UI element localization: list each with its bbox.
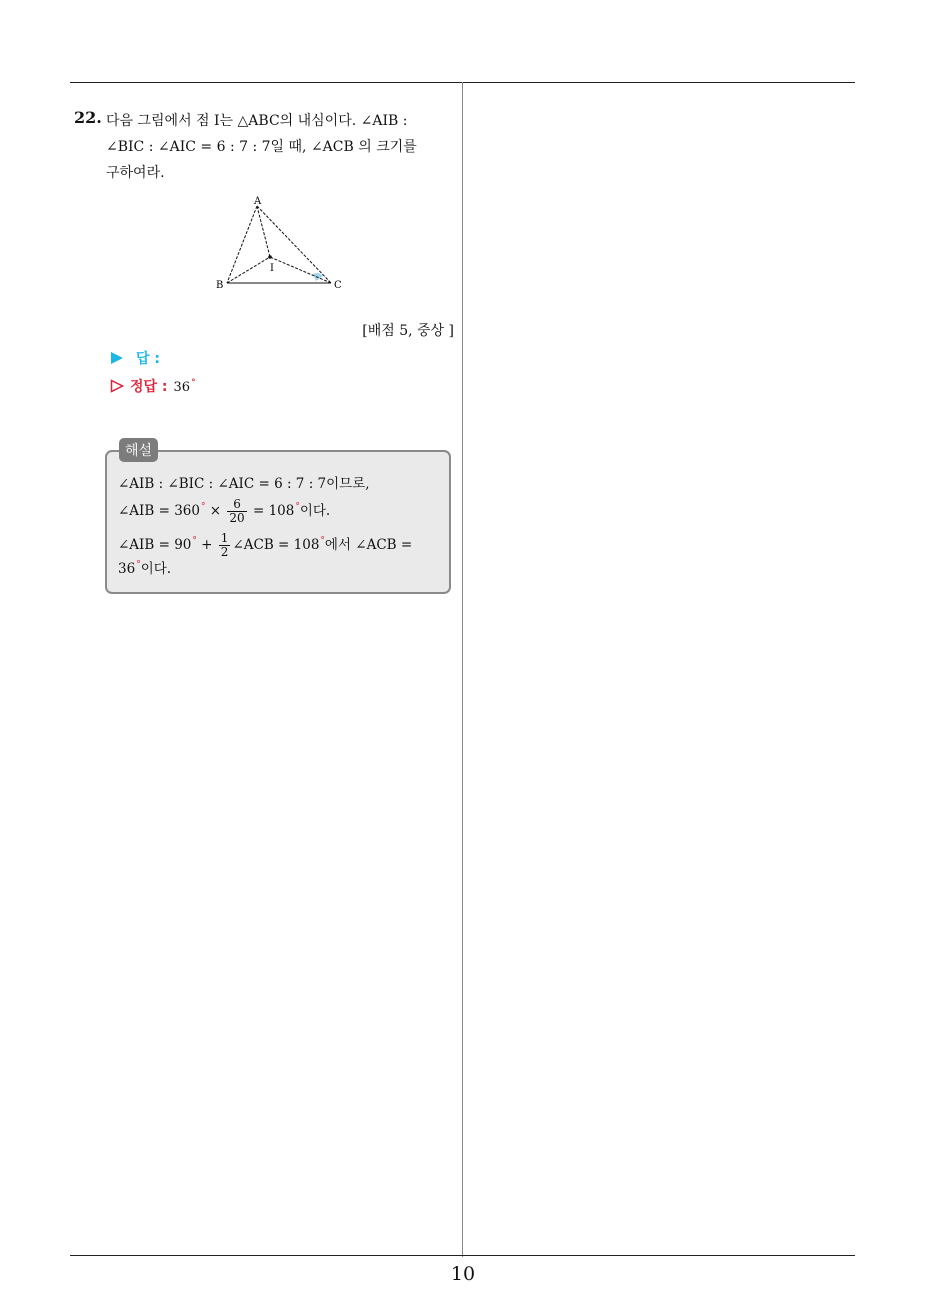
correct-answer-value: 36: [173, 380, 191, 395]
explanation-line-3: [118, 532, 412, 559]
question-text-line-1: 다음 그림에서 점 I는 △ABC의 내심이다. ∠AIB :: [106, 113, 408, 129]
fraction: [219, 532, 231, 559]
degree-mark: °: [200, 502, 206, 512]
degree-mark: °: [192, 536, 197, 546]
segment-ai: [257, 206, 270, 257]
label-i: I: [270, 263, 274, 274]
answer-row: [110, 348, 160, 368]
answer-label: 답 :: [136, 351, 160, 367]
degree-mark: °: [295, 502, 300, 512]
degree-mark: °: [320, 536, 325, 546]
correct-answer-label: 정답 :: [130, 379, 168, 395]
expr-text: 36: [118, 561, 136, 577]
expr-text: ∠AIB = 360: [118, 503, 200, 519]
question-number: 22.: [74, 108, 102, 127]
segment-ci: [270, 257, 331, 283]
side-ab: [227, 206, 257, 283]
expr-text: 이다.: [140, 561, 172, 577]
column-divider: [462, 82, 463, 1257]
degree-mark: °: [136, 560, 141, 570]
label-b: B: [216, 280, 224, 291]
explanation-line-2: [118, 498, 330, 525]
question-text-line-2: ∠BIC : ∠AIC = 6 : 7 : 7일 때, ∠ACB 의 크기를: [106, 139, 417, 155]
explanation-line-1: ∠AIB : ∠BIC : ∠AIC = 6 : 7 : 7이므로,: [118, 476, 370, 492]
label-a: A: [254, 196, 262, 207]
expr-text: = 108: [248, 503, 295, 519]
fraction-numerator: 1: [220, 531, 229, 545]
page-number: 10: [450, 1263, 476, 1285]
expr-text: +: [196, 537, 217, 553]
expr-text: 에서 ∠ACB =: [324, 537, 413, 553]
incenter-point: [268, 255, 272, 259]
play-outline-icon: [110, 379, 124, 393]
fraction-denominator: 20: [229, 511, 245, 525]
expr-text: 이다.: [299, 503, 331, 519]
explanation-tab: 해설: [119, 438, 158, 462]
fraction-numerator: 6: [227, 498, 246, 512]
correct-answer-row: [110, 376, 196, 396]
question-text-line-3: 구하여라.: [106, 165, 165, 181]
score-difficulty: [배점 5, 중상 ]: [362, 323, 454, 339]
expr-text: ×: [205, 503, 226, 519]
expr-text: ∠ACB = 108: [232, 537, 320, 553]
bottom-rule: [70, 1255, 855, 1256]
expr-text: ∠AIB = 90: [118, 537, 192, 553]
explanation-line-4: [118, 557, 171, 577]
fraction: [227, 498, 246, 525]
side-ac: [257, 206, 331, 283]
play-filled-icon: [110, 351, 124, 365]
segment-bi: [227, 257, 270, 283]
fraction-denominator: 2: [220, 545, 229, 559]
label-c: C: [334, 280, 342, 291]
triangle-figure: [212, 192, 352, 292]
correct-answer-unit: °: [191, 378, 196, 388]
